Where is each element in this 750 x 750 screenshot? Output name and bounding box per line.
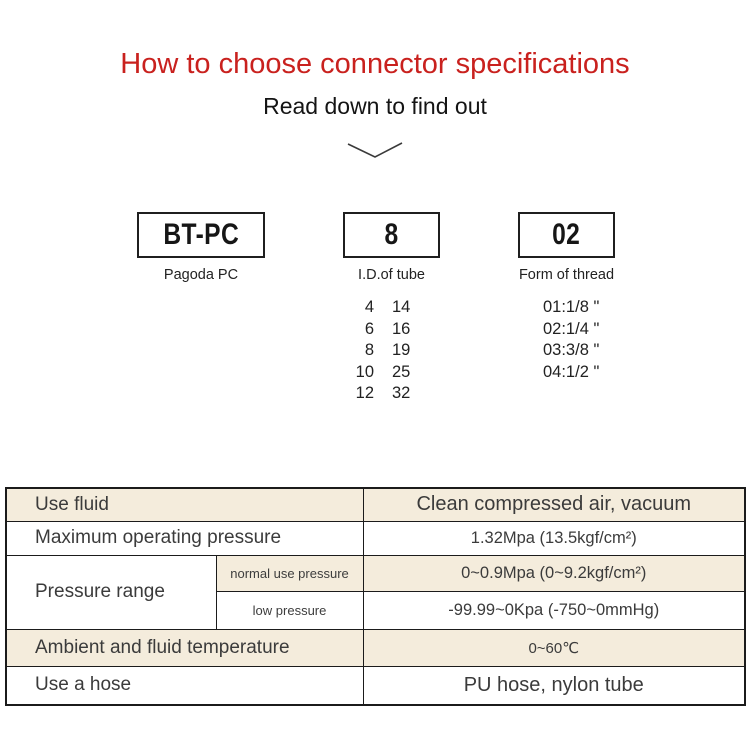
model-code-box-thread [518,212,615,258]
chevron-down-icon [347,142,403,165]
tube-id-row [350,319,410,341]
tube-id-row [350,383,410,405]
spec-value-temperature: 0~60℃ [363,629,745,666]
model-code-tube-id: 8 [384,218,399,251]
model-code-box-tube-id [343,212,440,258]
spec-sublabel-normal-pressure: normal use pressure [216,555,363,591]
tube-id-row [350,362,410,384]
spec-value-max-pressure: 1.32Mpa (13.5kgf/cm²) [363,521,745,555]
tube-id-row [350,340,410,362]
spec-label-pressure-range: Pressure range [6,555,216,629]
tube-id-row [350,297,410,319]
tube-id-value: 8 [364,341,374,359]
page-title: How to choose connector specifications [120,48,630,80]
spec-label-temperature: Ambient and fluid temperature [6,629,363,666]
spec-value-hose: PU hose, nylon tube [363,666,745,705]
spec-value-use-fluid: Clean compressed air, vacuum [363,488,745,521]
tube-id-options-list [350,297,410,405]
tube-od-value: 25 [392,362,411,381]
table-row [6,666,745,705]
page-subtitle: Read down to find out [263,93,487,119]
tube-od-value: 16 [392,319,411,338]
tube-id-value: 12 [355,384,374,402]
table-row [6,521,745,555]
spec-label-use-fluid: Use fluid [6,488,363,521]
tube-od-value: 19 [392,341,411,359]
model-code-series: BT-PC [163,218,239,251]
tube-id-value: 4 [364,298,374,316]
tube-id-value: 10 [355,362,374,381]
spec-sublabel-low-pressure: low pressure [216,591,363,629]
spec-table [5,487,746,706]
caption-series: Pagoda PC [163,267,239,283]
tube-od-value: 14 [392,298,411,316]
spec-label-hose: Use a hose [6,666,363,705]
table-row [6,629,745,666]
tube-id-value: 6 [364,319,374,338]
tube-od-value: 32 [392,384,411,402]
caption-thread: Form of thread [518,267,615,283]
thread-option: 01:1/8 " [543,298,600,316]
thread-options-list [543,297,599,383]
table-row [6,555,745,591]
thread-option: 04:1/2 " [543,362,600,381]
spec-value-low-pressure: -99.99~0Kpa (-750~0mmHg) [363,591,745,629]
thread-option: 02:1/4 " [543,319,600,338]
model-code-thread: 02 [552,218,581,251]
spec-label-max-pressure: Maximum operating pressure [6,521,363,555]
caption-tube-id: I.D.of tube [358,267,425,283]
model-code-box-series [137,212,265,258]
thread-option: 03:3/8 " [543,341,600,359]
spec-value-normal-pressure: 0~0.9Mpa (0~9.2kgf/cm²) [363,555,745,591]
table-row [6,488,745,521]
